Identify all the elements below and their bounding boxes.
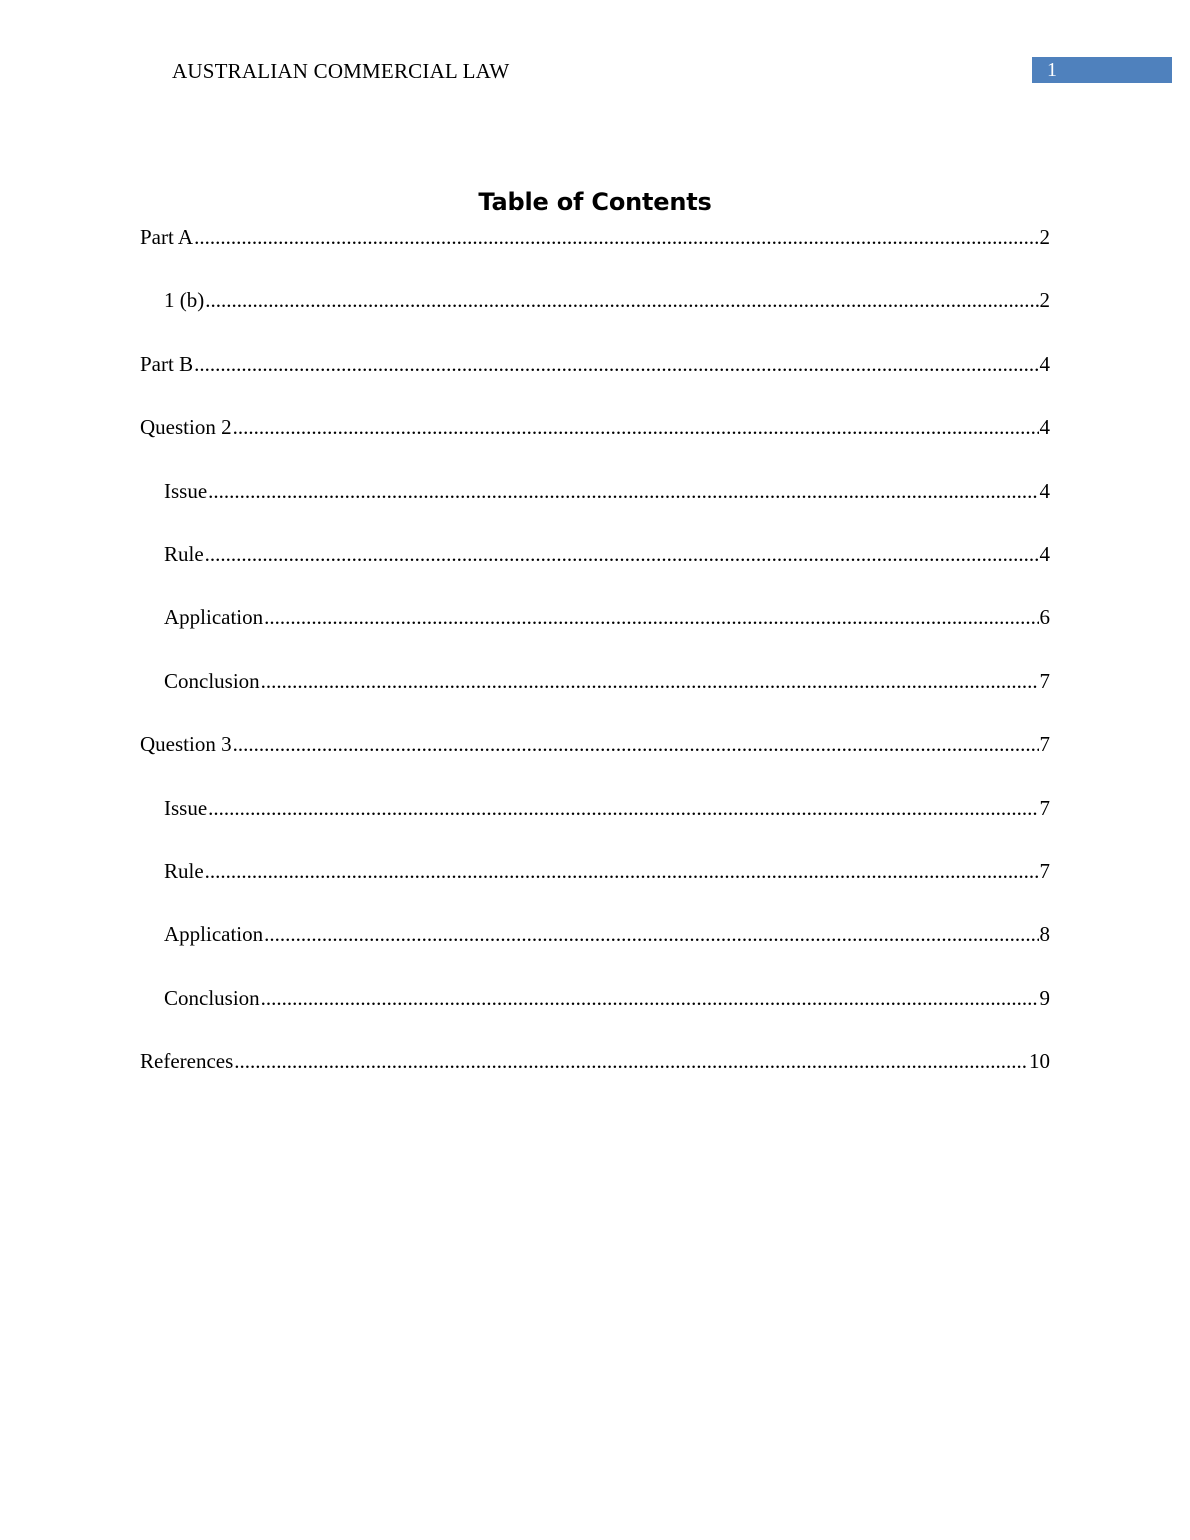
toc-entry-q3-application[interactable] — [140, 921, 1050, 984]
toc-dot-leader — [233, 731, 1039, 757]
page-number-badge — [1032, 57, 1172, 83]
toc-entry-label: Question 2 — [140, 415, 232, 440]
toc-entry-page: 7 — [1039, 795, 1050, 820]
toc-entry-q2-issue[interactable] — [140, 478, 1050, 541]
toc-entry-label: References — [140, 1049, 234, 1074]
toc-dot-leader — [208, 478, 1038, 504]
toc-entry-page: 4 — [1039, 351, 1050, 376]
toc-entry-label: Conclusion — [164, 668, 260, 693]
table-of-contents — [140, 224, 1050, 1111]
toc-entry-part-a[interactable] — [140, 224, 1050, 287]
toc-entry-page: 6 — [1039, 605, 1050, 630]
toc-entry-page: 10 — [1029, 1049, 1050, 1074]
toc-entry-label: Part A — [140, 225, 194, 249]
toc-dot-leader — [205, 541, 1039, 567]
toc-entry-page: 7 — [1039, 732, 1050, 757]
toc-entry-page: 2 — [1039, 225, 1050, 249]
toc-entry-q2-conclusion[interactable] — [140, 668, 1050, 731]
toc-entry-label: Application — [164, 922, 264, 947]
toc-dot-leader — [264, 604, 1038, 630]
toc-dot-leader — [264, 921, 1038, 947]
toc-entry-1b[interactable] — [140, 287, 1050, 350]
toc-entry-label: Question 3 — [140, 732, 232, 757]
toc-entry-q2-application[interactable] — [140, 604, 1050, 667]
toc-entry-q2-rule[interactable] — [140, 541, 1050, 604]
toc-entry-question-2[interactable] — [140, 414, 1050, 477]
toc-entry-label: Application — [164, 605, 264, 630]
toc-dot-leader — [205, 287, 1038, 313]
toc-dot-leader — [261, 985, 1039, 1011]
toc-dot-leader — [234, 1048, 1028, 1074]
toc-entry-label: Rule — [164, 858, 204, 883]
toc-entry-q3-conclusion[interactable] — [140, 985, 1050, 1048]
toc-entry-label: Issue — [164, 795, 208, 820]
toc-entry-page: 4 — [1039, 478, 1050, 503]
toc-entry-references[interactable] — [140, 1048, 1050, 1111]
toc-entry-q3-issue[interactable] — [140, 795, 1050, 858]
toc-heading: Table of Contents — [478, 188, 712, 216]
toc-entry-page: 4 — [1039, 415, 1050, 440]
toc-entry-page: 7 — [1039, 668, 1050, 693]
toc-entry-page: 7 — [1039, 858, 1050, 883]
toc-dot-leader — [194, 224, 1038, 250]
toc-entry-page: 2 — [1039, 288, 1050, 313]
toc-dot-leader — [233, 414, 1039, 440]
toc-entry-q3-rule[interactable] — [140, 858, 1050, 921]
toc-entry-label: Part B — [140, 351, 194, 376]
toc-entry-question-3[interactable] — [140, 731, 1050, 794]
toc-entry-label: 1 (b) — [164, 288, 205, 313]
toc-entry-label: Rule — [164, 541, 204, 566]
toc-dot-leader — [205, 858, 1039, 884]
toc-entry-label: Issue — [164, 478, 208, 503]
toc-dot-leader — [194, 351, 1038, 377]
page-number: 1 — [1047, 59, 1057, 81]
toc-entry-label: Conclusion — [164, 985, 260, 1010]
toc-entry-page: 9 — [1039, 985, 1050, 1010]
toc-entry-page: 4 — [1039, 541, 1050, 566]
running-header-title: AUSTRALIAN COMMERCIAL LAW — [172, 59, 510, 83]
toc-entry-page: 8 — [1039, 922, 1050, 947]
toc-dot-leader — [208, 795, 1038, 821]
toc-entry-part-b[interactable] — [140, 351, 1050, 414]
toc-dot-leader — [261, 668, 1039, 694]
